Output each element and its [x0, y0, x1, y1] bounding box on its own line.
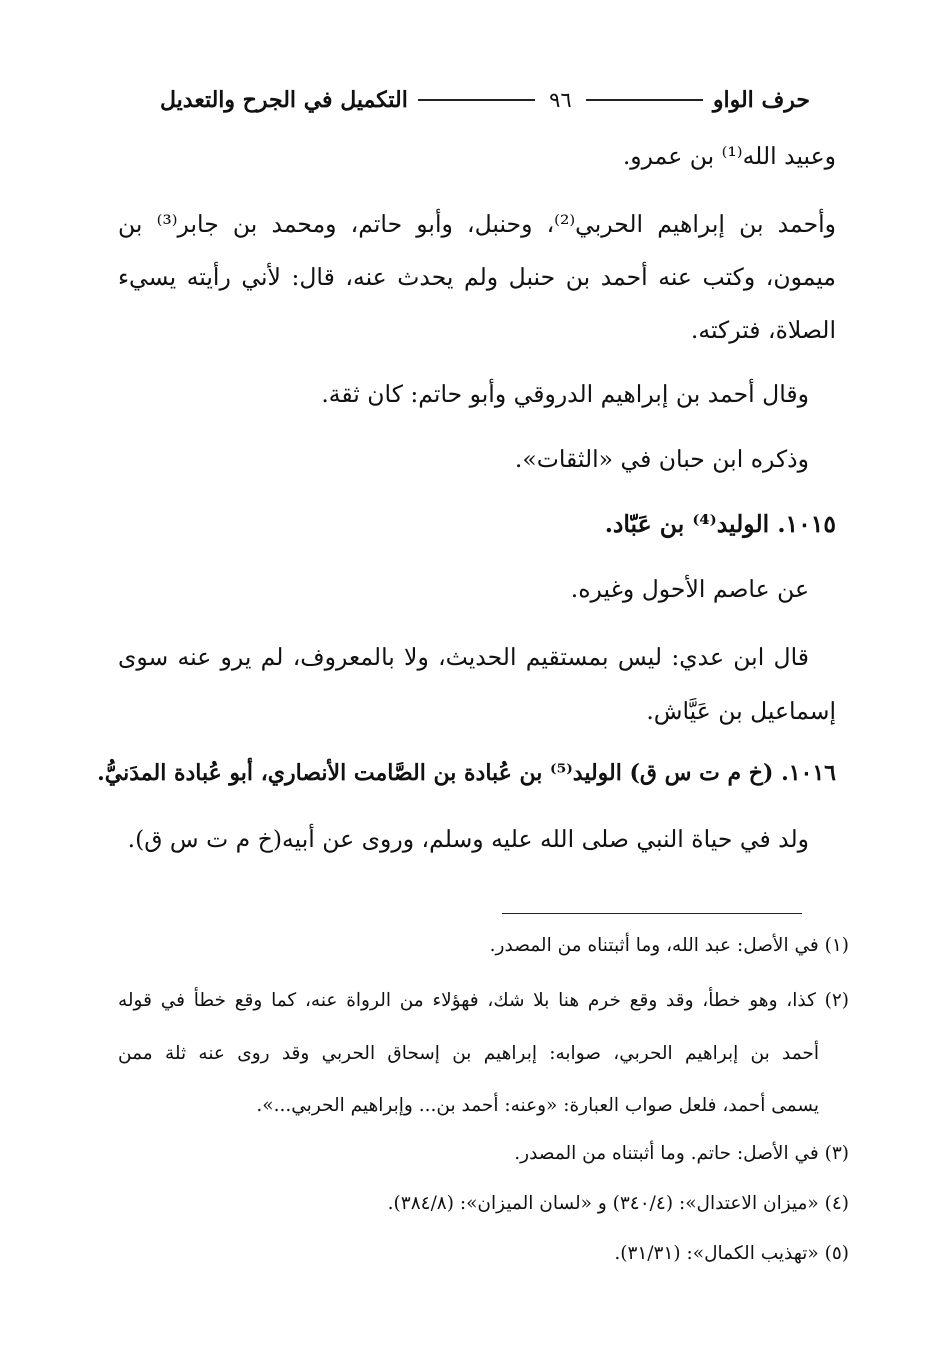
- body-line: وعبيد الله⁽¹⁾ بن عمرو.: [622, 142, 836, 170]
- body-line: قال ابن عدي: ليس بمستقيم الحديث، ولا بالمعروف، لم يرو عنه سوى: [118, 643, 809, 671]
- body-line: ولد في حياة النبي صلى الله عليه وسلم، وروى عن أبيه(خ م ت س ق).: [127, 825, 809, 853]
- body-line: ميمون، وكتب عنه أحمد بن حنبل ولم يحدث عنه، قال: لأني رأيته يسيء: [118, 263, 836, 291]
- header-rule: [586, 99, 703, 101]
- body-line: إسماعيل بن عَيَّاش.: [646, 697, 836, 725]
- body-line: وقال أحمد بن إبراهيم الدروقي وأبو حاتم: كان ثقة.: [321, 380, 809, 408]
- running-header: [160, 80, 810, 120]
- footnote: (٥) «تهذيب الكمال»: (٣١/٣١).: [614, 1243, 849, 1264]
- header-rule: [418, 99, 535, 101]
- footnote: (١) في الأصل: عبد الله، وما أثبتناه من المصدر.: [489, 935, 849, 956]
- entry-heading: ١٠١٥. الوليد⁽⁴⁾ بن عَبّاد.: [604, 510, 836, 538]
- book-title: التكميل في الجرح والتعديل: [160, 87, 408, 113]
- body-line: وأحمد بن إبراهيم الحربي⁽²⁾، وحنبل، وأبو حاتم، ومحمد بن جابر⁽³⁾ بن: [118, 210, 836, 238]
- footnote: أحمد بن إبراهيم الحربي، صوابه: إبراهيم بن إسحاق الحربي وقد روى عنه ثلة ممن: [118, 1043, 819, 1064]
- entry-heading: ١٠١٦. (خ م ت س ق) الوليد⁽⁵⁾ بن عُبادة بن الصَّامت الأنصاري، أبو عُبادة المدَنيُّ.: [97, 760, 836, 786]
- footnote: (٤) «ميزان الاعتدال»: (٣٤٠/٤) و «لسان الميزان»: (٣٨٤/٨).: [387, 1193, 849, 1214]
- body-line: عن عاصم الأحول وغيره.: [570, 575, 809, 603]
- body-line: الصلاة، فتركته.: [690, 316, 836, 344]
- body-line: وذكره ابن حبان في «الثقات».: [514, 445, 809, 473]
- page-number: ٩٦: [549, 88, 572, 112]
- footnote: (٢) كذا، وهو خطأ، وقد وقع خرم هنا بلا شك، فهؤلاء من الرواة عنه، كما وقع خطأ في قوله: [118, 990, 849, 1011]
- footnote-separator: [502, 913, 802, 914]
- footnote: (٣) في الأصل: حاتم. وما أثبتناه من المصدر.: [514, 1143, 849, 1164]
- footnote: يسمى أحمد، فلعل صواب العبارة: «وعنه: أحمد بن... وإبراهيم الحربي...».: [256, 1095, 819, 1116]
- section-title: حرف الواو: [712, 87, 810, 113]
